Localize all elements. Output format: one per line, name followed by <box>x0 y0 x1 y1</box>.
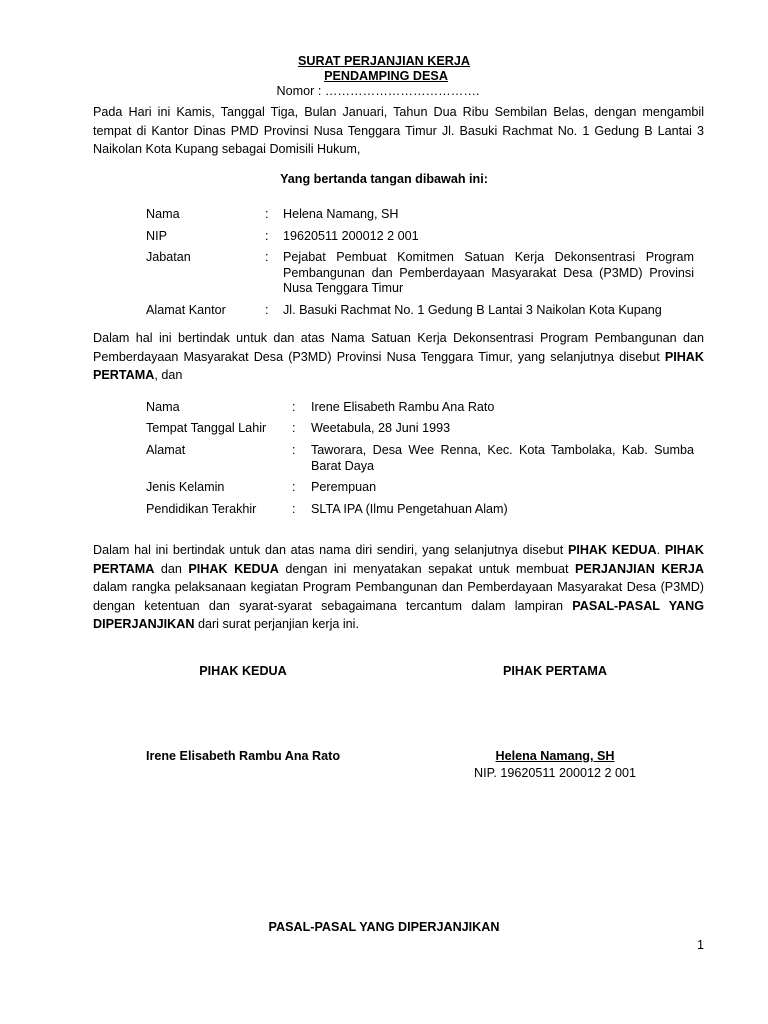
agreement-text: dengan ini menyatakan sepakat untuk membuat <box>278 561 576 576</box>
field-label: NIP <box>146 229 167 243</box>
signature-title-left: PIHAK KEDUA <box>199 664 287 678</box>
field-value: Jl. Basuki Rachmat No. 1 Gedung B Lantai 3 Naikolan Kota Kupang <box>283 303 662 317</box>
statement-suffix: , dan <box>154 368 183 382</box>
field-separator: : <box>292 502 296 516</box>
signature-nip-right: NIP. 19620511 200012 2 001 <box>473 766 636 780</box>
party-term: PIHAK PERTAMA <box>93 543 705 576</box>
document-number: Nomor : ………………………………. <box>276 84 480 98</box>
annex-heading: PASAL-PASAL YANG DIPERJANJIKAN <box>268 920 500 934</box>
party-term: PIHAK PERTAMA <box>93 349 704 382</box>
page-number: 1 <box>697 938 705 952</box>
first-party-statement <box>93 329 704 385</box>
field-value: Taworara, Desa Wee Renna, Kec. Kota Tambolaka, Kab. Sumba Barat Daya <box>311 443 694 473</box>
field-value: 19620511 200012 2 001 <box>283 229 419 243</box>
document-subtitle: PENDAMPING DESA <box>324 69 448 83</box>
field-separator: : <box>292 443 296 457</box>
agreement-term: PERJANJIAN KERJA <box>575 561 705 576</box>
document-title: SURAT PERJANJIAN KERJA <box>298 54 470 68</box>
agreement-text: Dalam hal ini bertindak untuk dan atas nama diri sendiri, yang selanjutnya disebut <box>93 543 568 557</box>
signature-name-left: Irene Elisabeth Rambu Ana Rato <box>145 749 341 763</box>
agreement-text: dari surat perjanjian kerja ini. <box>194 617 359 631</box>
agreement-text: . <box>656 543 665 557</box>
field-separator: : <box>292 421 296 435</box>
field-separator: : <box>265 303 269 317</box>
agreement-paragraph <box>93 541 704 634</box>
signature-name-right: Helena Namang, SH <box>495 749 615 763</box>
field-value: Pejabat Pembuat Komitmen Satuan Kerja Dekonsentrasi Program Pembangunan dan Pemberdayaan Masyarakat Desa (P3MD) Provinsi Nusa Tenggara Timur <box>283 250 694 295</box>
field-value: Irene Elisabeth Rambu Ana Rato <box>311 400 495 414</box>
field-label: Jabatan <box>146 250 191 264</box>
field-label: Tempat Tanggal Lahir <box>146 421 267 435</box>
agreement-text: dalam rangka pelaksanaan kegiatan Program Pembangunan dan Pemberdayaan Masyarakat Desa (P3MD) dengan ketentuan dan syarat-syarat sebagaimana tercantum dalam lampiran <box>93 580 704 613</box>
party-term: PIHAK KEDUA <box>188 561 279 576</box>
field-value: SLTA IPA (Ilmu Pengetahuan Alam) <box>311 502 508 516</box>
signatory-heading: Yang bertanda tangan dibawah ini: <box>280 172 488 186</box>
field-separator: : <box>292 400 296 414</box>
field-label: Alamat Kantor <box>146 303 226 317</box>
field-separator: : <box>292 480 296 494</box>
agreement-text: dan <box>154 561 189 576</box>
signature-title-right: PIHAK PERTAMA <box>502 664 607 678</box>
field-label: Pendidikan Terakhir <box>146 502 257 516</box>
field-label: Nama <box>146 207 180 221</box>
party-term: PIHAK KEDUA <box>567 543 657 557</box>
intro-paragraph: Pada Hari ini Kamis, Tanggal Tiga, Bulan Januari, Tahun Dua Ribu Sembilan Belas, dengan mengambil tempat di Kantor Dinas PMD Provinsi Nusa Tenggara Timur Jl. Basuki Rachmat No. 1 Gedung B Lantai 3 Naikolan Kota Kupang sebagai Domisili Hukum, <box>93 105 704 156</box>
document-header <box>0 54 768 99</box>
statement-text: Dalam hal ini bertindak untuk dan atas Nama Satuan Kerja Dekonsentrasi Program Pembangunan dan Pemberdayaan Masyarakat Desa (P3MD) Provinsi Nusa Tenggara Timur, yang selanjutnya disebut <box>93 331 704 364</box>
field-value: Perempuan <box>311 480 377 494</box>
field-value: Weetabula, 28 Juni 1993 <box>311 421 451 435</box>
field-label: Nama <box>146 400 180 414</box>
field-separator: : <box>265 207 269 221</box>
field-separator: : <box>265 229 269 243</box>
field-separator: : <box>265 250 269 264</box>
field-label: Jenis Kelamin <box>146 480 225 494</box>
field-label: Alamat <box>146 443 186 457</box>
field-value: Helena Namang, SH <box>283 207 399 221</box>
annex-term: PASAL-PASAL YANG DIPERJANJIKAN <box>93 598 705 631</box>
